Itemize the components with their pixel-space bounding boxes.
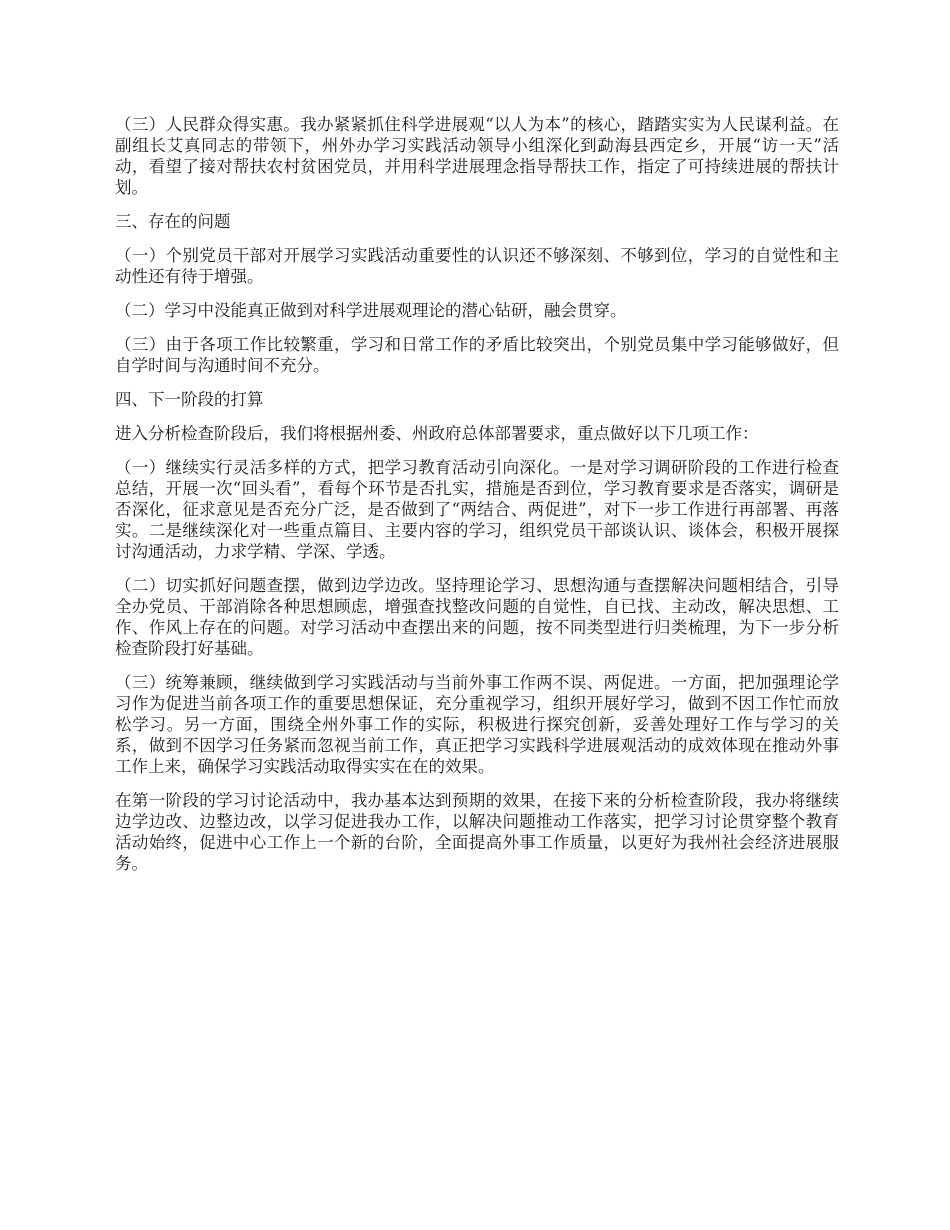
paragraph-conclusion: 在第一阶段的学习讨论活动中，我办基本达到预期的效果，在接下来的分析检查阶段，我办将继续边学边改、边整边改，以学习促进我办工作，以解决问题推动工作落实，把学习讨论贯穿整个教育活动始终，促进中心工作上一个新的台阶，全面提高外事工作质量，以更好为我州社会经济进展服务。 [115,791,839,873]
document-body [115,114,839,887]
paragraph-benefit-people: （三）人民群众得实惠。我办紧紧抓住科学进展观“以人为本”的核心，踏踏实实为人民谋利益。在副组长艾真同志的带领下，州外办学习实践活动领导小组深化到勐海县西定乡，开展“访一天”活动，看望了接对帮扶农村贫困党员，并用科学进展理念指导帮扶工作，指定了可持续进展的帮扶计划。 [115,115,839,197]
paragraph-problem-2: （二）学习中没能真正做到对科学进展观理论的潜心钻研，融会贯穿。 [115,301,627,320]
section-heading-existing-problems: 三、存在的问题 [115,212,231,231]
paragraph-problem-3: （三）由于各项工作比较繁重，学习和日常工作的矛盾比较突出，个别党员集中学习能够做好，但自学时间与沟通时间不充分。 [115,335,839,375]
paragraph-plan-2: （二）切实抓好问题查摆，做到边学边改。坚持理论学习、思想沟通与查摆解决问题相结合，引导全办党员、干部消除各种思想顾虑，增强查找整改问题的自觉性，自已找、主动改，解决思想、工作、作风上存在的问题。对学习活动中查摆出来的问题，按不同类型进行归类梳理，为下一步分析检查阶段打好基础。 [115,576,839,658]
paragraph-plan-intro: 进入分析检查阶段后，我们将根据州委、州政府总体部署要求，重点做好以下几项工作： [115,424,759,443]
paragraph-problem-1: （一）个别党员干部对开展学习实践活动重要性的认识还不够深刻、不够到位，学习的自觉性和主动性还有待于增强。 [115,246,839,286]
section-heading-next-stage-plan: 四、下一阶段的打算 [115,390,264,409]
paragraph-plan-1: （一）继续实行灵活多样的方式，把学习教育活动引向深化。一是对学习调研阶段的工作进行检查总结，开展一次“回头看”，看每个环节是否扎实，措施是否到位，学习教育要求是否落实，调研是否深化，征求意见是否充分广泛，是否做到了“两结合、两促进”，对下一步工作进行再部署、再落实。二是继续深化对一些重点篇目、主要内容的学习，组织党员干部谈认识、谈体会，积极开展探讨沟通活动，力求学精、学深、学透。 [115,458,839,561]
paragraph-plan-3: （三）统筹兼顾，继续做到学习实践活动与当前外事工作两不误、两促进。一方面，把加强理论学习作为促进当前各项工作的重要思想保证，充分重视学习，组织开展好学习，做到不因工作忙而放松学习。另一方面，围绕全州外事工作的实际，积极进行探究创新，妥善处理好工作与学习的关系，做到不因学习任务紧而忽视当前工作，真正把学习实践科学进展观活动的成效体现在推动外事工作上来，确保学习实践活动取得实实在在的效果。 [115,673,839,776]
